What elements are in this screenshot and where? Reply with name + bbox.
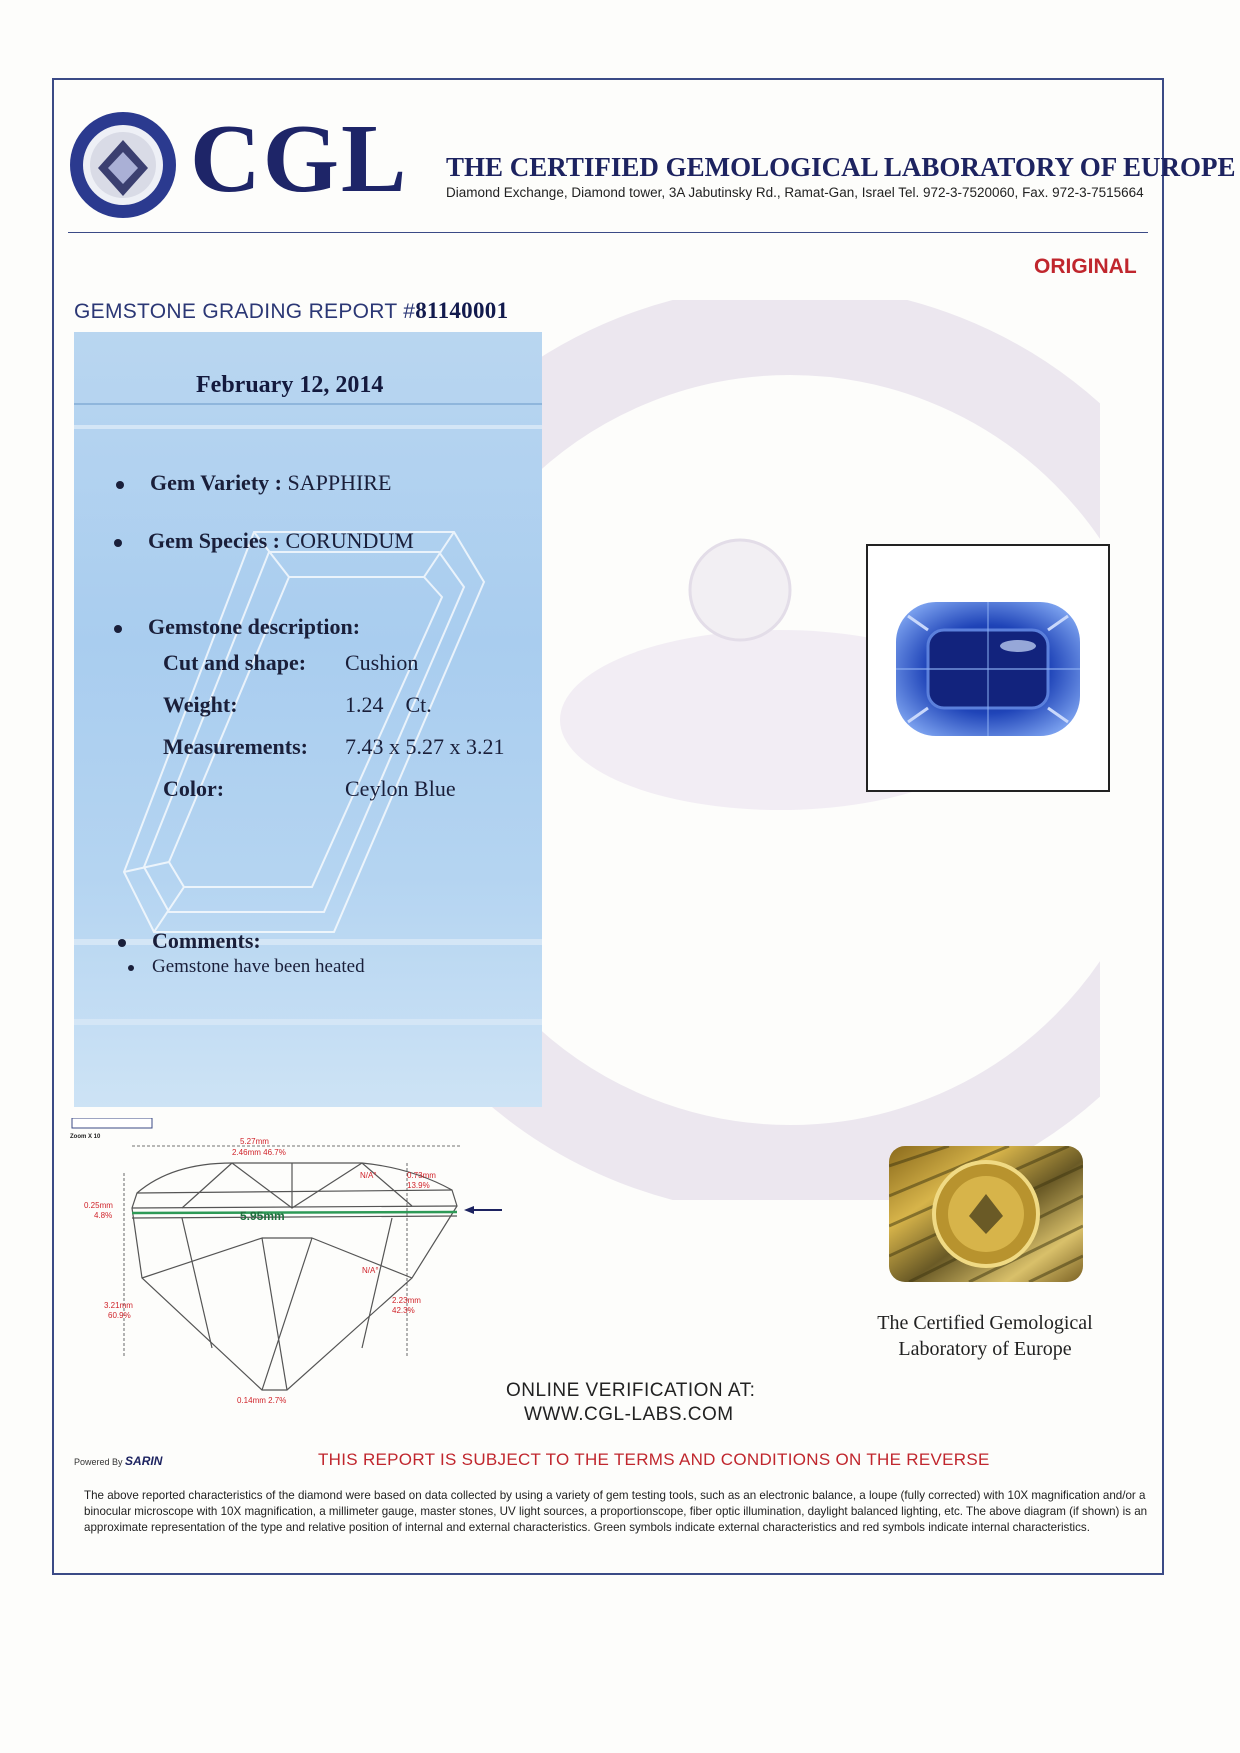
zoom-label: Zoom X 10 (70, 1134, 101, 1140)
comment-text: Gemstone have been heated (152, 956, 365, 977)
gemstone-photo (866, 544, 1110, 792)
crown-pct-label: 13.9% (407, 1181, 430, 1190)
bullet-icon (116, 481, 124, 489)
hologram-caption (860, 1310, 1110, 1362)
measurements-value: 7.43 x 5.27 x 3.21 (345, 734, 505, 759)
crown-height-label: 0.73mm (407, 1171, 436, 1180)
comments-label: Comments: (152, 928, 261, 953)
diagram-toolbar (72, 1118, 152, 1128)
width-label: 5.27mm (240, 1137, 269, 1146)
hologram-caption-line2: Laboratory of Europe (898, 1338, 1072, 1360)
cgl-seal-logo (68, 110, 178, 220)
gem-variety-label: Gem Variety : (150, 470, 282, 495)
cut-value: Cushion (345, 650, 419, 675)
bullet-icon (118, 939, 126, 947)
hologram-caption-line1: The Certified Gemological (877, 1312, 1093, 1334)
color-value: Ceylon Blue (345, 776, 456, 801)
color-label: Color: (163, 776, 225, 801)
gem-description-label: Gemstone description: (148, 614, 361, 639)
table-label: 2.46mm 46.7% (232, 1148, 286, 1157)
pavilion-depth-label: 2.23mm (392, 1296, 421, 1305)
pavilion-pct-label: 42.3% (392, 1306, 415, 1315)
cut-label: Cut and shape: (163, 650, 307, 675)
powered-by (74, 1454, 162, 1468)
center-width-label: 5.95mm (240, 1209, 285, 1223)
report-number: 81140001 (415, 298, 509, 323)
girdle-pct-label: 4.8% (94, 1211, 113, 1220)
weight-value (345, 692, 432, 718)
gem-variety-value: SAPPHIRE (287, 470, 392, 495)
proportion-diagram (62, 1118, 502, 1418)
bullet-icon (128, 965, 134, 971)
gem-species-label: Gem Species : (148, 528, 280, 553)
sapphire-image (868, 546, 1108, 790)
lab-name: THE CERTIFIED GEMOLOGICAL LABORATORY OF EUROPE (446, 152, 1236, 182)
header-divider (68, 232, 1148, 233)
bullet-icon (114, 539, 122, 547)
weight-number: 1.24 (345, 692, 384, 717)
terms-notice: THIS REPORT IS SUBJECT TO THE TERMS AND CONDITIONS ON THE REVERSE (318, 1450, 990, 1469)
pavilion-angle-label: N/A° (362, 1266, 379, 1275)
brand-logo-text: CGL (190, 105, 409, 213)
gem-description-row (114, 614, 360, 640)
girdle-label: 0.25mm (84, 1201, 113, 1210)
total-depth-label: 3.21mm (104, 1301, 133, 1310)
weight-label: Weight: (163, 692, 238, 717)
lab-address: Diamond Exchange, Diamond tower, 3A Jabutinsky Rd., Ramat-Gan, Israel Tel. 972-3-7520060, Fax. 972-3-7515664 (446, 185, 1144, 200)
online-verification-label: ONLINE VERIFICATION AT: (506, 1380, 756, 1401)
original-stamp: ORIGINAL (1034, 255, 1137, 278)
crown-angle-label: N/A° (360, 1171, 377, 1180)
disclaimer-text: The above reported characteristics of the diamond were based on data collected by using a variety of gem testing tools, such as an electronic balance, a loupe (fully corrected) with 10X magnification and/or a binocular microscope with 10X magnification, a millimeter gauge, master stones, UV light sources, a proportionscope, fiber optic illumination, daylight balanced lighting, etc. The above diagram (if shown) is an approximate representation of the type and relative position of internal and external characteristics. Green symbols indicate external characteristics and red symbols indicate internal characteristics. (84, 1489, 1148, 1534)
sarin-logo: SARIN (125, 1454, 163, 1468)
comments-row (118, 928, 261, 954)
culet-label: 0.14mm 2.7% (237, 1396, 287, 1405)
gem-variety-row (116, 470, 391, 496)
report-title-prefix: GEMSTONE GRADING REPORT # (74, 300, 416, 323)
panel-facet-outline (74, 332, 542, 1107)
measurements-label: Measurements: (163, 734, 308, 759)
comment-row (128, 956, 365, 978)
report-date: February 12, 2014 (196, 372, 384, 398)
gem-species-value: CORUNDUM (285, 528, 414, 553)
hologram-seal (889, 1146, 1083, 1282)
online-verification-url[interactable]: WWW.CGL-LABS.COM (524, 1404, 734, 1425)
bullet-icon (114, 625, 122, 633)
powered-by-label: Powered By (74, 1457, 123, 1467)
gem-species-row (114, 528, 414, 554)
total-depth-pct-label: 60.9% (108, 1311, 131, 1320)
report-title (74, 298, 508, 324)
weight-unit: Ct. (405, 692, 432, 717)
